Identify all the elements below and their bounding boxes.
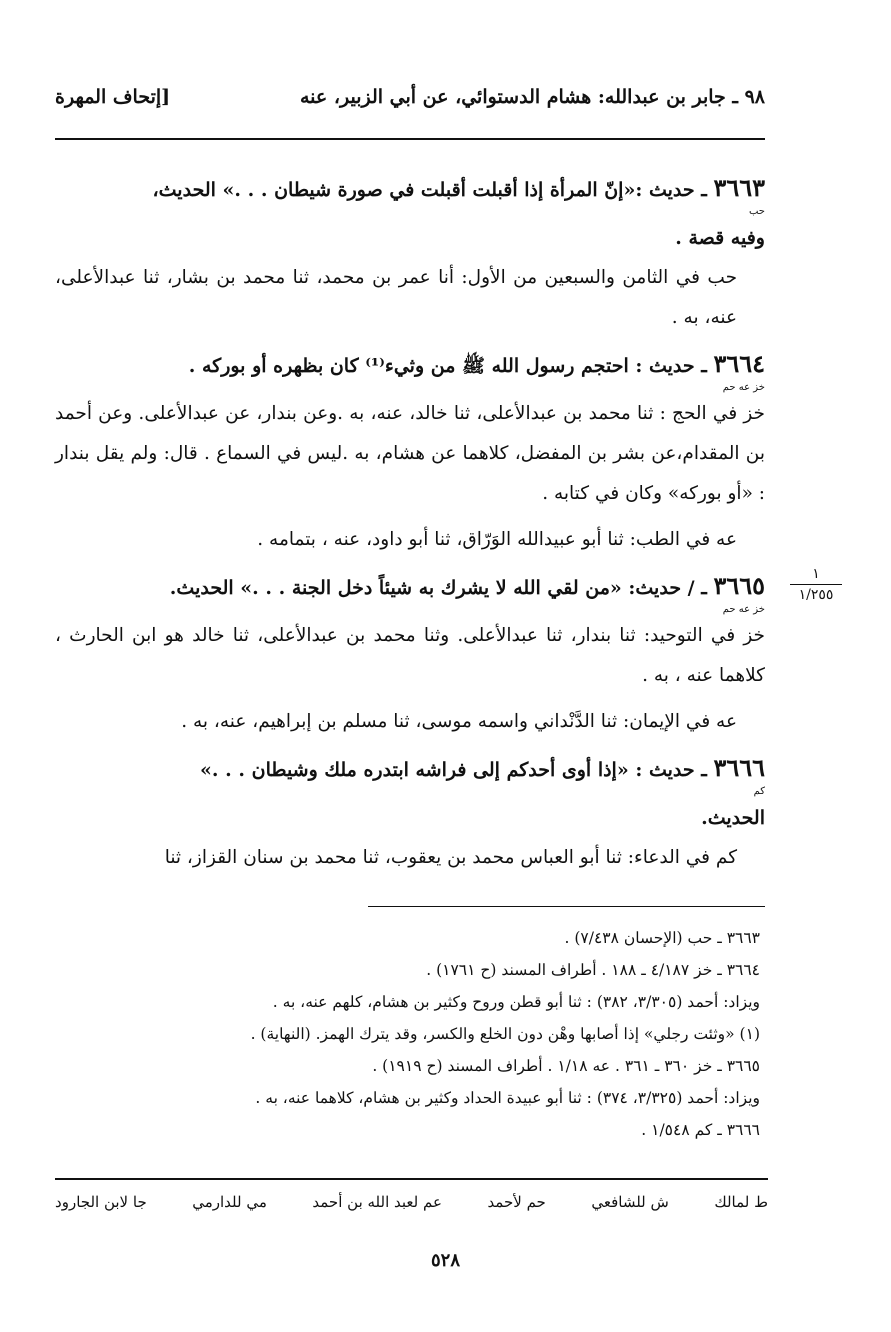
footnote: ويزاد: أحمد (٣/٣٠٥، ٣٨٢) : ثنا أبو قطن وروح وكثير بن هشام، كلهم عنه، به . xyxy=(272,993,760,1011)
entry-text: ـ حديث : احتجم رسول الله ﷺ من وثيء⁽¹⁾ كان بظهره أو بوركه . xyxy=(188,355,707,377)
entry-text: ـ / حديث: «من لقي الله لا يشرك به شيئاً دخل الجنة . . .» الحديث. xyxy=(169,577,707,599)
chapter-title: ٩٨ ـ جابر بن عبدالله: هشام الدستوائي، عن أبي الزبير، عنه xyxy=(299,86,765,108)
chain-paragraph: خز في الحج : ثنا محمد بن عبدالأعلى، ثنا خالد، عنه، به .وعن بندار، عن عبدالأعلى. وعن أحمد بن المقدام،عن بشر بن المفضل، كلاهما عن هشام، به .ليس في السماع . قال: ولم يقل بندار : «أو بوركه» وكان في كتابه . xyxy=(55,403,765,504)
chain-paragraph: حب في الثامن والسبعين من الأول: أنا عمر بن محمد، ثنا محمد بن بشار، ثنا عبدالأعلى، عنه، به . xyxy=(55,267,738,328)
abbreviations-rule xyxy=(55,1178,768,1180)
abbreviation: ش للشافعي xyxy=(591,1193,669,1211)
hadith-entry xyxy=(55,748,765,878)
entry-number: ٣٦٦٤ xyxy=(713,349,765,378)
footnote: (١) «وثئت رجلي» إذا أصابها وهْن دون الخلع والكسر، وقد يترك الهمز. (النهاية) . xyxy=(250,1025,760,1043)
entry-number: ٣٦٦٣ xyxy=(713,173,765,202)
abbreviations-key xyxy=(55,1193,768,1211)
footnote: ٣٦٦٣ ـ حب (الإحسان ٧/٤٣٨) . xyxy=(564,929,760,947)
chain-paragraph: خز في التوحيد: ثنا بندار، ثنا عبدالأعلى. وثنا محمد بن عبدالأعلى، ثنا خالد هو ابن الحارث ، كلاهما عنه ، به . xyxy=(55,625,765,686)
footnote: ٣٦٦٥ ـ خز ٣٦٠ ـ ٣٦١ . عه ١/١٨ . أطراف المسند (ح ١٩١٩) . xyxy=(372,1057,760,1075)
abbreviation: ط لمالك xyxy=(714,1193,768,1211)
margin-note-bottom: ١/٢٥٥ xyxy=(798,587,834,603)
running-header xyxy=(55,82,765,122)
entry-text: ـ حديث :«إنّ المرأة إذا أقبلت أقبلت في صورة شيطان . . .» الحديث، xyxy=(152,179,707,201)
footnote: ٣٦٦٦ ـ كم ١/٥٤٨ . xyxy=(641,1121,760,1139)
entry-heading xyxy=(55,566,765,608)
hadith-entry xyxy=(55,344,765,560)
abbreviation: عم لعبد الله بن أحمد xyxy=(312,1193,442,1211)
chain-paragraph: عه في الطب: ثنا أبو عبيدالله الوَرّاق، ثنا أبو داود، عنه ، بتمامه . xyxy=(257,529,737,550)
margin-note xyxy=(790,566,842,603)
book-title: [إتحاف المهرة xyxy=(55,86,171,108)
main-text xyxy=(55,168,765,884)
footnote-rule xyxy=(368,906,765,907)
footnotes xyxy=(55,922,760,1146)
page-number: ٥٢٨ xyxy=(430,1250,460,1271)
source-codes: كم xyxy=(753,786,765,797)
abbreviation: مي للدارمي xyxy=(192,1193,267,1211)
source-codes: حب xyxy=(748,206,765,217)
chain-paragraph: كم في الدعاء: ثنا أبو العباس محمد بن يعقوب، ثنا محمد بن سنان القزاز، ثنا xyxy=(164,847,737,868)
margin-note-divider xyxy=(790,584,842,585)
footnote: ٣٦٦٤ ـ خز ٤/١٨٧ ـ ١٨٨ . أطراف المسند (ح ١٧٦١) . xyxy=(426,961,760,979)
chain-paragraph: عه في الإيمان: ثنا الدَّنْداني واسمه موسى، ثنا مسلم بن إبراهيم، عنه، به . xyxy=(181,711,737,732)
entry-number: ٣٦٦٦ xyxy=(713,753,765,782)
source-codes: خز عه حم xyxy=(722,382,765,393)
header-rule xyxy=(55,138,765,140)
entry-continuation: الحديث. xyxy=(701,807,765,829)
footnote: ويزاد: أحمد (٣/٣٢٥، ٣٧٤) : ثنا أبو عبيدة الحداد وكثير بن هشام، كلاهما عنه، به . xyxy=(255,1089,760,1107)
entry-continuation: وفيه قصة . xyxy=(675,227,765,249)
hadith-entry xyxy=(55,566,765,742)
entry-number: ٣٦٦٥ xyxy=(713,571,765,600)
entry-heading xyxy=(55,748,765,790)
entry-text: ـ حديث : «إذا أوى أحدكم إلى فراشه ابتدره ملك وشيطان . . .» xyxy=(200,759,707,781)
entry-heading xyxy=(55,168,765,210)
abbreviation: جا لابن الجارود xyxy=(55,1193,147,1211)
entry-heading xyxy=(55,344,765,386)
abbreviation: حم لأحمد xyxy=(487,1193,546,1211)
hadith-entry xyxy=(55,168,765,338)
margin-note-top: ١ xyxy=(812,566,820,582)
source-codes: خز عه حم xyxy=(722,604,765,615)
